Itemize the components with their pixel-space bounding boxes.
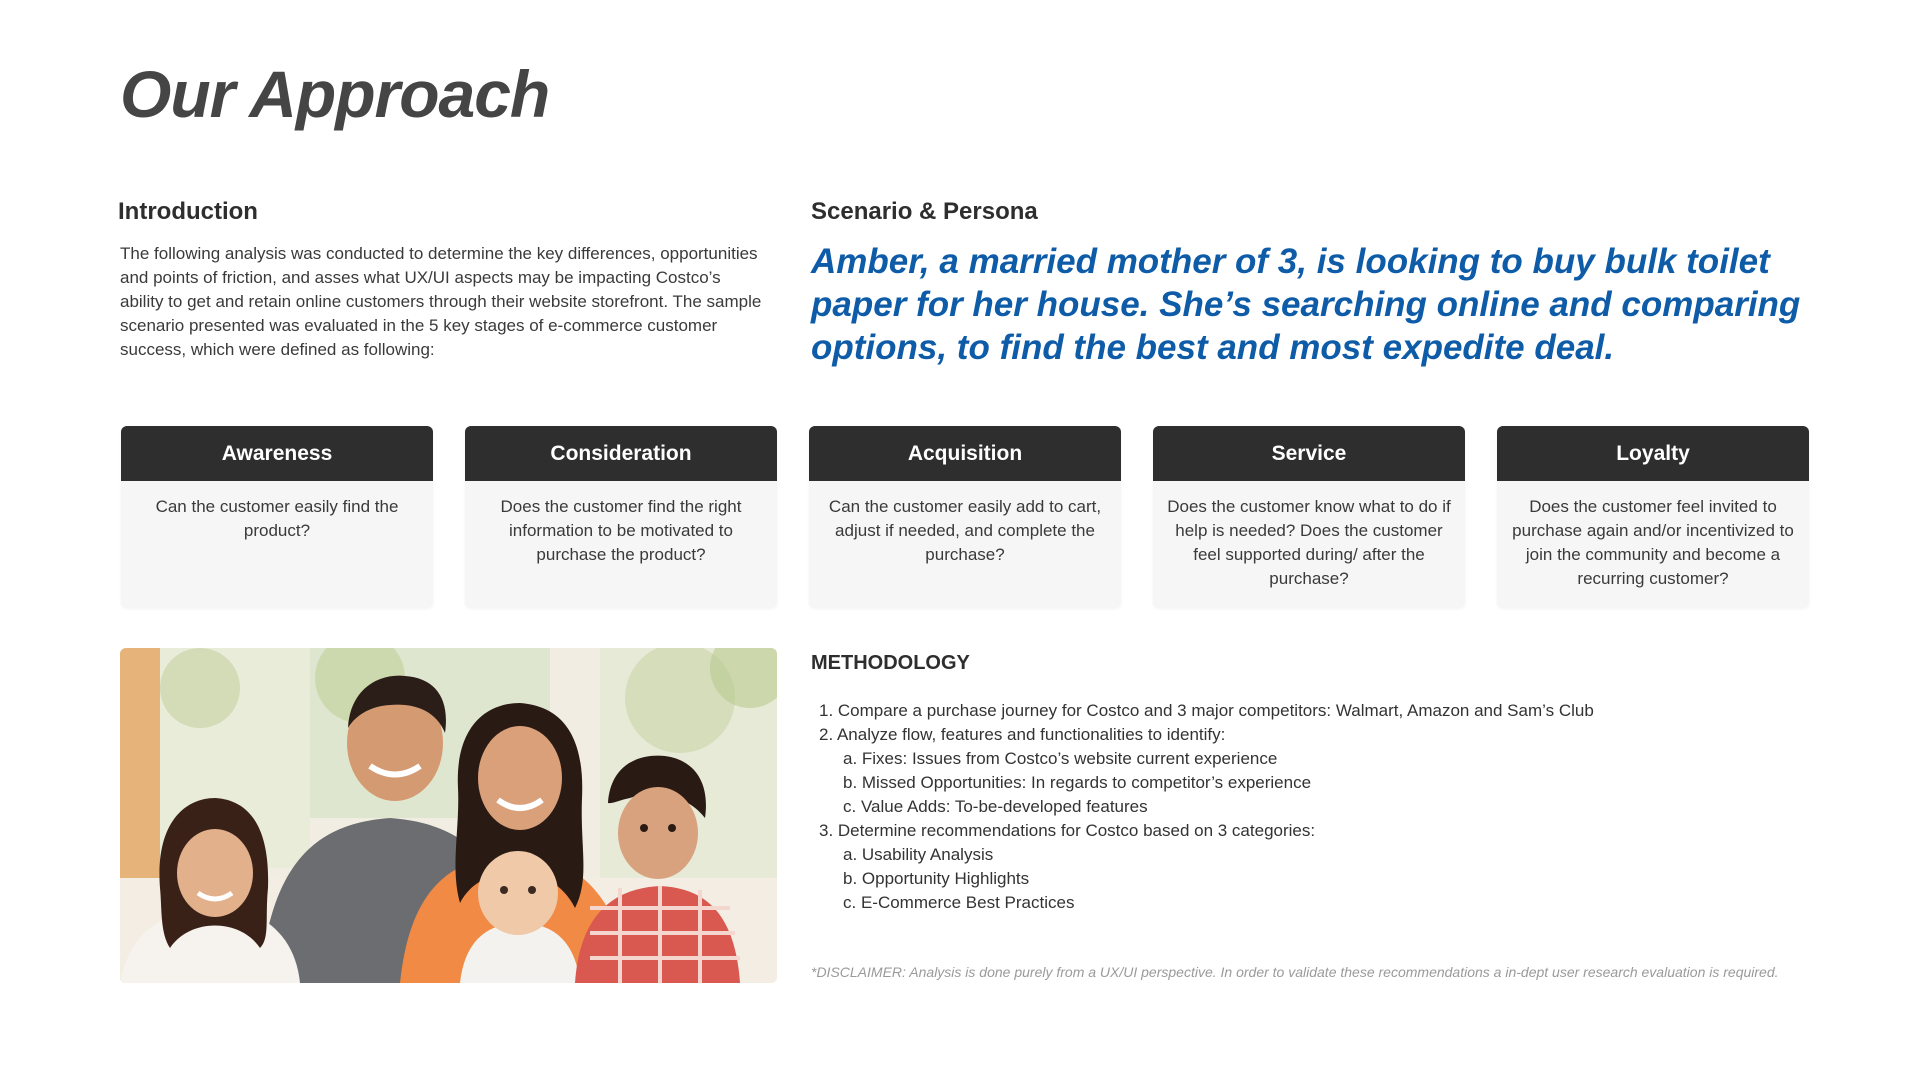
family-photo — [120, 648, 777, 983]
stage-title: Consideration — [465, 426, 777, 481]
stage-card-loyalty — [1497, 426, 1809, 608]
introduction-text: The following analysis was conducted to determine the key differences, opportunities and points of friction, and asses what UX/UI aspects may be impacting Costco’s ability to get and retain online customers through their website storefront. The sample scenario presented was evaluated in the 5 key stages of e-commerce customer success, which were defined as following: — [120, 244, 762, 359]
stage-question: Can the customer easily find the product? — [155, 497, 399, 540]
stage-title: Awareness — [121, 426, 433, 481]
list-item: a. Fixes: Issues from Costco’s website current experience — [843, 749, 1278, 768]
list-item: a. Usability Analysis — [843, 845, 994, 864]
stages-row — [121, 426, 1811, 608]
list-item: b. Opportunity Highlights — [843, 869, 1030, 888]
scenario-section — [811, 198, 1821, 369]
stage-title: Acquisition — [809, 426, 1121, 481]
stage-card-acquisition — [809, 426, 1121, 608]
list-item: b. Missed Opportunities: In regards to competitor’s experience — [843, 773, 1312, 792]
stage-card-consideration — [465, 426, 777, 608]
list-item: 3. Determine recommendations for Costco based on 3 categories: — [819, 821, 1316, 840]
methodology-list — [811, 699, 1811, 915]
stage-title: Loyalty — [1497, 426, 1809, 481]
stage-card-awareness — [121, 426, 433, 608]
stage-question: Does the customer feel invited to purchase again and/or incentivized to join the community and become a recurring customer? — [1512, 497, 1794, 588]
stage-question: Does the customer know what to do if help is needed? Does the customer feel supported during/ after the purchase? — [1167, 497, 1451, 588]
stage-title: Service — [1153, 426, 1465, 481]
family-illustration — [120, 648, 777, 983]
list-item: c. E-Commerce Best Practices — [843, 893, 1075, 912]
methodology-heading: METHODOLOGY — [811, 652, 970, 674]
list-item: 2. Analyze flow, features and functionalities to identify: — [819, 725, 1226, 744]
disclaimer-text: *DISCLAIMER: Analysis is done purely from a UX/UI perspective. In order to validate these recommendations a in-dept user research evaluation is required. — [811, 964, 1779, 980]
stage-question: Can the customer easily add to cart, adjust if needed, and complete the purchase? — [828, 497, 1102, 564]
methodology-section — [811, 652, 1811, 915]
scenario-heading: Scenario & Persona — [811, 198, 1038, 225]
introduction-heading: Introduction — [118, 198, 258, 225]
scenario-persona-text: Amber, a married mother of 3, is looking to buy bulk toilet paper for her house. She’s searching online and comparing options, to find the best and most expedite deal. — [811, 242, 1801, 367]
introduction-section — [118, 198, 768, 362]
stage-card-service — [1153, 426, 1465, 608]
stage-question: Does the customer find the right information to be motivated to purchase the product? — [500, 497, 742, 564]
list-item: 1. Compare a purchase journey for Costco and 3 major competitors: Walmart, Amazon and Sam’s Club — [819, 701, 1594, 720]
page-title: Our Approach — [120, 57, 550, 131]
list-item: c. Value Adds: To-be-developed features — [843, 797, 1148, 816]
